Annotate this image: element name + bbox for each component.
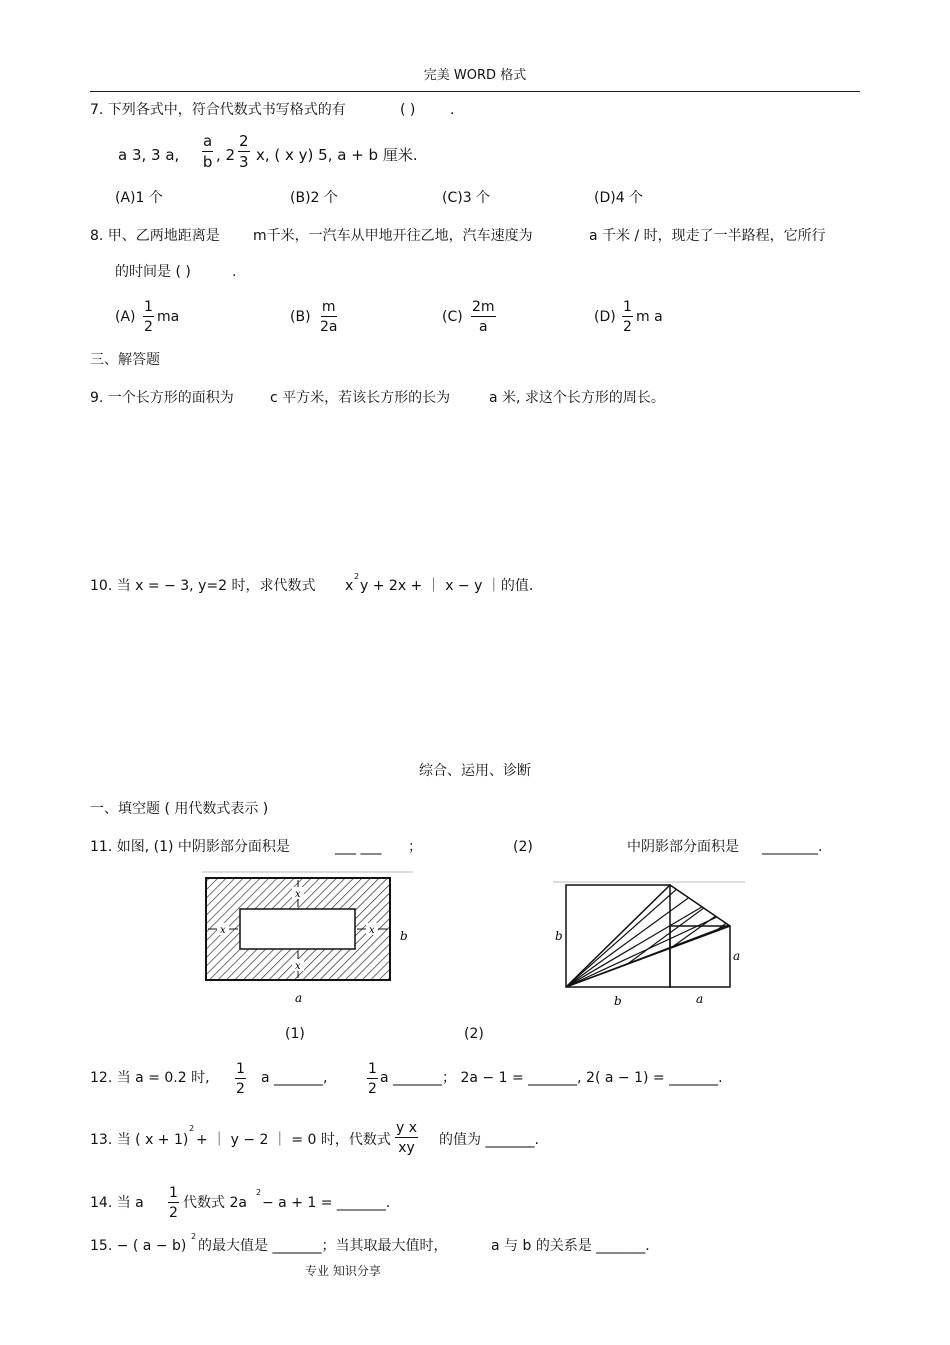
section-title: 综合、运用、诊断 <box>419 763 531 779</box>
q8-option-a-frac <box>143 300 154 334</box>
q8-option-a-den: 2 <box>144 319 153 335</box>
q12-frac2-num: 1 <box>368 1061 377 1077</box>
q12-b: a _______, <box>261 1070 328 1086</box>
header-rule <box>90 91 860 92</box>
q13-a: 13. 当 ( x + 1) <box>90 1132 189 1148</box>
q8-option-b-label: (B) <box>290 309 311 325</box>
q12-frac1-den: 2 <box>236 1081 245 1097</box>
figure-1 <box>200 870 415 1010</box>
q8-option-d-label: (D) <box>594 309 616 325</box>
q13-frac-num: y x <box>396 1120 418 1136</box>
q12-frac2 <box>367 1062 378 1096</box>
page-header: 完美 WORD 格式 <box>423 68 527 83</box>
q12-frac2-den: 2 <box>368 1081 377 1097</box>
q10-x: x <box>345 578 354 594</box>
q11-a: 11. 如图, (1) 中阴影部分面积是 <box>90 839 290 855</box>
q7-option-c: (C)3 个 <box>442 190 491 206</box>
figure-1-caption: (1) <box>285 1026 305 1042</box>
q7-frac-2-3-den: 3 <box>239 153 249 171</box>
q7-option-a: (A)1 个 <box>115 190 163 206</box>
section3-title: 三、解答题 <box>90 352 160 368</box>
q8-option-d-tail: m a <box>636 309 663 325</box>
q7-frac-2-3-num: 2 <box>239 132 249 150</box>
q8-option-d-frac <box>622 300 633 334</box>
q12-frac1-num: 1 <box>236 1061 245 1077</box>
q8-line2-dot: . <box>232 264 237 280</box>
fig1-label-x-right: x <box>369 925 375 936</box>
q8-option-b-den: 2a <box>320 319 338 335</box>
q14-frac-den: 2 <box>169 1205 178 1221</box>
fig1-label-x-top: x <box>295 889 301 900</box>
q8-option-d-den: 2 <box>623 319 632 335</box>
q8-line1-b: m千米，一汽车从甲地开往乙地，汽车速度为 <box>253 228 533 244</box>
fig1-label-b: b <box>400 929 408 943</box>
q9-c: a 米, 求这个长方形的周长。 <box>489 390 665 406</box>
q14-frac-num: 1 <box>169 1185 178 1201</box>
fig2-label-a-side: a <box>733 949 741 963</box>
q8-option-c-den: a <box>478 319 488 335</box>
q7-option-d: (D)4 个 <box>594 190 644 206</box>
q8-option-a-num: 1 <box>144 299 153 315</box>
q14-frac <box>168 1186 179 1220</box>
q8-option-d-num: 1 <box>623 299 632 315</box>
q11-c: 中阴影部分面积是 <box>627 839 739 855</box>
fig2-label-b-side: b <box>555 929 563 943</box>
section1-title: 一、填空题 ( 用代数式表示 ) <box>90 801 269 817</box>
q8-line1-c: a 千米 / 时，现走了一半路程，它所行 <box>589 228 826 244</box>
q8-option-c-label: (C) <box>442 309 463 325</box>
q7-frac-2-3 <box>238 134 250 170</box>
q11-blank1: ___ ___ <box>335 839 382 855</box>
q7-stem: 7. 下列各式中，符合代数式书写格式的有 <box>90 102 346 118</box>
q9-b: c 平方米，若该长方形的长为 <box>270 390 451 406</box>
q12-frac1 <box>235 1062 246 1096</box>
q10-rest: y + 2x + ｜ x − y ｜的值. <box>360 578 534 594</box>
fig1-label-x-left: x <box>220 925 226 936</box>
q9-a: 9. 一个长方形的面积为 <box>90 390 234 406</box>
q7-expr-part1: a 3, 3 a, <box>118 146 180 164</box>
q7-dot: . <box>450 102 455 118</box>
q7-expr-part2: , 2 <box>216 146 236 164</box>
q8-option-c-num: 2m <box>472 299 495 315</box>
page-footer: 专业 知识分享 <box>305 1264 381 1278</box>
q13-sup: 2 <box>189 1124 195 1133</box>
q8-line1-a: 8. 甲、乙两地距离是 <box>90 228 220 244</box>
q12-a: 12. 当 a = 0.2 时, <box>90 1070 210 1086</box>
figure-2 <box>552 880 747 1010</box>
fig1-label-x-bottom: x <box>295 961 301 972</box>
q11-b: (2) <box>513 839 533 855</box>
q13-frac <box>395 1121 418 1155</box>
q7-option-b: (B)2 个 <box>290 190 338 206</box>
q7-expr-part3: x, ( x y) 5, a + b 厘米. <box>256 146 418 164</box>
q13-c: 的值为 _______. <box>439 1132 539 1148</box>
q12-c: a _______； 2a − 1 = _______, 2( a − 1) = _______. <box>380 1070 723 1086</box>
figure-2-caption: (2) <box>464 1026 484 1042</box>
q15-sup: 2 <box>191 1232 197 1241</box>
q14-b: 代数式 2a <box>183 1195 247 1211</box>
q11-semicolon: ； <box>408 839 422 855</box>
q10-sup: 2 <box>354 572 360 581</box>
q8-line2: 的时间是 ( ) <box>115 264 191 280</box>
q7-frac-a-b-den: b <box>202 153 213 171</box>
q8-option-c-frac <box>471 300 496 334</box>
q7-paren: ( ) <box>400 102 416 118</box>
q11-blank2: ________. <box>762 839 823 855</box>
q13-b: + ｜ y − 2 ｜ = 0 时，代数式 <box>196 1132 391 1148</box>
q7-frac-a-b-num: a <box>203 132 213 150</box>
q15-b: 的最大值是 _______；当其取最大值时， <box>198 1238 448 1254</box>
q7-frac-a-b <box>202 134 213 170</box>
q8-option-b-num: m <box>321 299 336 315</box>
q15-a: 15. − ( a − b) <box>90 1238 187 1254</box>
q14-c: − a + 1 = _______. <box>262 1195 391 1211</box>
q8-option-a-tail: ma <box>157 309 180 325</box>
q14-sup: 2 <box>256 1188 262 1197</box>
q14-a: 14. 当 a <box>90 1195 144 1211</box>
fig1-label-a: a <box>295 991 303 1005</box>
fig2-label-a-bottom: a <box>696 992 704 1006</box>
q10-a: 10. 当 x = − 3, y=2 时，求代数式 <box>90 578 316 594</box>
q8-option-a-label: (A) <box>115 309 136 325</box>
q13-frac-den: xy <box>398 1140 415 1156</box>
fig2-label-b-bottom: b <box>614 994 622 1008</box>
q15-c: a 与 b 的关系是 _______. <box>491 1238 650 1254</box>
q8-option-b-frac <box>320 300 338 334</box>
